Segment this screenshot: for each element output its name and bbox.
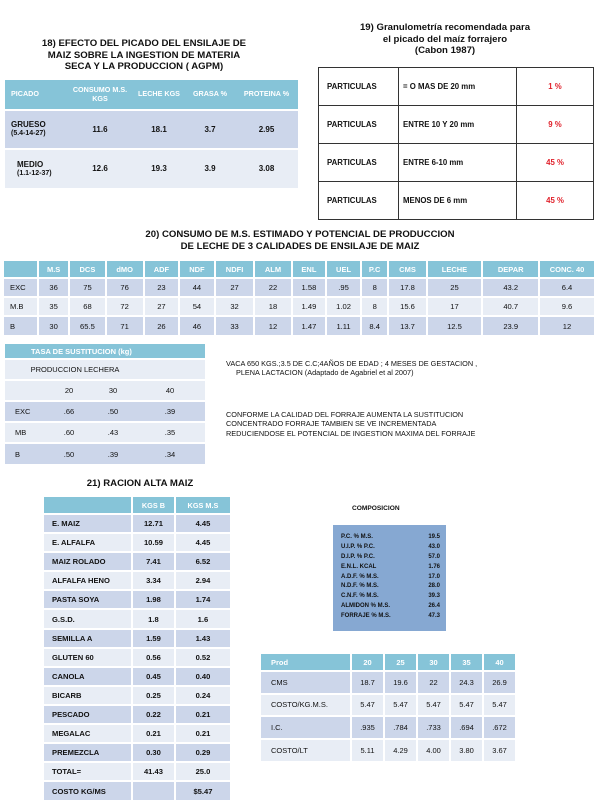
cell: 17 (427, 297, 483, 316)
col-header: ENL (292, 261, 327, 278)
cell: 8 (361, 278, 389, 297)
sec19-title-line1: 19) Granulometría recomendada para (359, 22, 531, 33)
table-row (4, 278, 595, 297)
cell: 0.21 (132, 724, 175, 743)
cell: .935 (351, 716, 384, 739)
vaca-note (226, 359, 596, 378)
table-row (261, 739, 516, 762)
row-label: CANOLA (44, 667, 132, 686)
col-header: 25 (384, 654, 417, 671)
cell: 5.11 (351, 739, 384, 762)
row-label: TOTAL= (44, 762, 132, 781)
cell: 26.9 (483, 671, 516, 694)
cell: .50 (47, 443, 91, 464)
vaca-note-line1: VACA 650 KGS.;3.5 DE C.C;4AÑOS DE EDAD ; 4 MESES DE GESTACION , (226, 359, 478, 368)
col-header: KGS M.S (175, 497, 231, 514)
cell: 72 (106, 297, 144, 316)
cell: 32 (215, 297, 255, 316)
conforme-note-line1: CONFORME LA CALIDAD DEL FORRAJE AUMENTA LA SUSTITUCION (226, 410, 464, 419)
table-row (5, 443, 205, 464)
cell: 0.24 (175, 686, 231, 705)
cell: 0.21 (175, 724, 231, 743)
cell: 1.11 (326, 316, 361, 335)
cell: 6.52 (175, 552, 231, 571)
cell: ENTRE 6-10 mm (399, 144, 517, 182)
conforme-note-line3: REDUCIENDOSE EL POTENCIAL DE INGESTION MAXIMA DEL FORRAJE (226, 428, 476, 438)
cell: 5.47 (450, 694, 483, 717)
cell: 1.59 (132, 629, 175, 648)
row-label: BICARB (44, 686, 132, 705)
table-row (4, 316, 595, 335)
cell: 1.02 (326, 297, 361, 316)
cell: .39 (135, 401, 205, 422)
cell: 36 (38, 278, 69, 297)
cell: 12.71 (132, 514, 175, 533)
comp-value: 19.5 (428, 534, 440, 540)
comp-row (341, 582, 440, 592)
cell: PARTICULAS (319, 106, 399, 144)
cell: 40.7 (482, 297, 539, 316)
cell: 76 (106, 278, 144, 297)
table-row (44, 609, 231, 628)
cell: PARTICULAS (319, 182, 399, 220)
vaca-note-line2: PLENA LACTACION (Adaptado de Agabriel et al 2007) (236, 368, 414, 378)
table-row (319, 68, 594, 106)
cell: 17.8 (388, 278, 426, 297)
table-row (44, 629, 231, 648)
cell: 22 (254, 278, 291, 297)
table-row (44, 514, 231, 533)
cell: 33 (215, 316, 255, 335)
row-label: E. MAIZ (44, 514, 132, 533)
cell: 44 (179, 278, 215, 297)
table-header-row (4, 261, 595, 278)
col-header: LECHE KGS (133, 80, 185, 110)
cell: 23 (144, 278, 180, 297)
cell: 12 (254, 316, 291, 335)
row-label-sub: (1.1-12-37) (17, 169, 52, 177)
cell: 4.45 (175, 514, 231, 533)
comp-label: A.D.F. % M.S. (341, 573, 379, 580)
cell (5, 380, 47, 401)
cell: 0.56 (132, 648, 175, 667)
table-row (319, 106, 594, 144)
cell: 0.40 (175, 667, 231, 686)
cell: 18 (254, 297, 291, 316)
cell: 1.98 (132, 590, 175, 609)
table-row (319, 182, 594, 220)
cell: 41.43 (132, 762, 175, 781)
comp-row (341, 573, 440, 583)
col-header (4, 261, 38, 278)
col-header: 40 (483, 654, 516, 671)
cell: 27 (144, 297, 180, 316)
row-label: CMS (261, 671, 351, 694)
cell: 1.6 (175, 609, 231, 628)
cell: 2.94 (175, 571, 231, 590)
cell: .95 (326, 278, 361, 297)
comp-row (341, 553, 440, 563)
table-row (44, 571, 231, 590)
table-row (319, 144, 594, 182)
comp-value: 28.0 (428, 583, 440, 590)
row-label: MB (5, 422, 47, 443)
cell: 30 (91, 380, 135, 401)
cell: 0.25 (132, 686, 175, 705)
row-label: EXC (5, 401, 47, 422)
cell: 45 % (517, 144, 594, 182)
composicion-box (333, 525, 446, 631)
cell: 65.5 (69, 316, 105, 335)
comp-row (341, 543, 440, 553)
cell: ENTRE 10 Y 20 mm (399, 106, 517, 144)
cell: .35 (135, 422, 205, 443)
cell: 75 (69, 278, 105, 297)
comp-value: 17.0 (428, 573, 440, 580)
sec19-title-line3: (Cabon 1987) (414, 45, 476, 57)
sec18-title-line3: SECA Y LA PRODUCCION ( AGPM) (64, 61, 224, 73)
cell: 0.52 (175, 648, 231, 667)
comp-value: 43.0 (428, 543, 440, 550)
cell: 24.3 (450, 671, 483, 694)
comp-label: N.D.F. % M.S. (341, 583, 379, 590)
table-row (5, 359, 205, 380)
cell: 5.47 (483, 694, 516, 717)
cell: 19.3 (133, 149, 185, 188)
cell: 1 % (517, 68, 594, 106)
cell: .60 (47, 422, 91, 443)
row-label: I.C. (261, 716, 351, 739)
cell: PARTICULAS (319, 144, 399, 182)
cell: .50 (91, 401, 135, 422)
row-label: GLUTEN 60 (44, 648, 132, 667)
row-label-text: GRUESO (11, 120, 46, 130)
racion-table (44, 497, 232, 800)
col-header: ALM (254, 261, 291, 278)
col-header: CONC. 40 (539, 261, 595, 278)
cell: 0.21 (175, 705, 231, 724)
row-label: MEGALAC (44, 724, 132, 743)
col-header: dMO (106, 261, 144, 278)
cell: 1.58 (292, 278, 327, 297)
comp-value: 39.3 (428, 593, 440, 600)
consumo-table (4, 261, 596, 335)
comp-label: FORRAJE % M.S. (341, 613, 391, 620)
sustitucion-title: TASA DE SUSTITUCION (kg) (5, 344, 205, 359)
row-label-text: MEDIO (17, 159, 44, 169)
comp-row (341, 533, 440, 543)
sustitucion-table (5, 344, 205, 464)
cell: 68 (69, 297, 105, 316)
cell: 8 (361, 297, 389, 316)
cell: 1.47 (292, 316, 327, 335)
cell: 45 % (517, 182, 594, 220)
cell: .43 (91, 422, 135, 443)
cell: $5.47 (175, 781, 231, 800)
row-label: SEMILLA A (44, 629, 132, 648)
table-row (44, 648, 231, 667)
cell: 0.29 (175, 743, 231, 762)
cell: 13.7 (388, 316, 426, 335)
cell: 54 (179, 297, 215, 316)
row-label: PESCADO (44, 705, 132, 724)
col-header: 30 (417, 654, 450, 671)
comp-row (341, 563, 440, 573)
sec18-title-line1: 18) EFECTO DEL PICADO DEL ENSILAJE DE (41, 38, 247, 49)
cell: 4.00 (417, 739, 450, 762)
cell: .66 (47, 401, 91, 422)
cell: 8.4 (361, 316, 389, 335)
table-row (44, 533, 231, 552)
table-row (44, 552, 231, 571)
cell: 3.80 (450, 739, 483, 762)
sec20-title-line2: DE LECHE DE 3 CALIDADES DE ENSILAJE DE MAIZ (180, 240, 420, 252)
cell: 5.47 (384, 694, 417, 717)
col-header: P.C (361, 261, 389, 278)
col-header: M.S (38, 261, 69, 278)
cell: 18.1 (133, 110, 185, 149)
comp-row (341, 602, 440, 612)
cell: 46 (179, 316, 215, 335)
row-label: PASTA SOYA (44, 590, 132, 609)
cell: .694 (450, 716, 483, 739)
composicion-title: COMPOSICION (352, 505, 400, 512)
col-header: DEPAR (482, 261, 539, 278)
table-row (261, 671, 516, 694)
comp-label: U.I.P. % P.C. (341, 543, 375, 550)
col-header: 35 (450, 654, 483, 671)
table-row (261, 716, 516, 739)
col-header: LECHE (427, 261, 483, 278)
sec18-title-line2: MAIZ SOBRE LA INGESTION DE MATERIA (47, 49, 241, 61)
cell: 30 (38, 316, 69, 335)
row-label-sub: (5.4-14-27) (11, 130, 46, 138)
table-row (4, 297, 595, 316)
cell: MENOS DE 6 mm (399, 182, 517, 220)
comp-label: ALMIDON % M.S. (341, 603, 390, 610)
table-row (44, 667, 231, 686)
col-header: PICADO (5, 80, 67, 110)
conforme-note (226, 410, 596, 438)
cell: 10.59 (132, 533, 175, 552)
comp-label: C.N.F. % M.S. (341, 593, 379, 600)
table-row (44, 743, 231, 762)
cell: 1.74 (175, 590, 231, 609)
col-header: PROTEINA % (235, 80, 298, 110)
table-header-row (5, 344, 205, 359)
cell: 1.43 (175, 629, 231, 648)
cell: 27 (215, 278, 255, 297)
cell: 40 (135, 380, 205, 401)
row-label: COSTO KG/MS (44, 781, 132, 800)
table-row (44, 686, 231, 705)
col-header (44, 497, 132, 514)
comp-row (341, 592, 440, 602)
cell: = O MAS DE 20 mm (399, 68, 517, 106)
table-row (5, 422, 205, 443)
picado-table (5, 80, 298, 188)
table-row (44, 705, 231, 724)
comp-label: P.C. % M.S. (341, 534, 373, 540)
cell: 22 (417, 671, 450, 694)
cell (135, 359, 205, 380)
comp-row (341, 612, 440, 622)
cell: 12 (539, 316, 595, 335)
comp-label: E.N.L. KCAL (341, 563, 377, 570)
cell: 5.47 (417, 694, 450, 717)
table-row (44, 724, 231, 743)
cell: 3.7 (185, 110, 235, 149)
comp-value: 26.4 (428, 603, 440, 610)
comp-value: 57.0 (428, 553, 440, 560)
col-header: CMS (388, 261, 426, 278)
cell: 5.47 (351, 694, 384, 717)
cell: 3.34 (132, 571, 175, 590)
table-row (44, 781, 231, 800)
prod-table (261, 654, 517, 761)
cell: 15.6 (388, 297, 426, 316)
cell: 4.29 (384, 739, 417, 762)
cell: 1.8 (132, 609, 175, 628)
row-label: M.B (4, 297, 38, 316)
row-label: MAIZ ROLADO (44, 552, 132, 571)
col-header: CONSUMO M.S. KGS (67, 80, 133, 110)
cell: 1.49 (292, 297, 327, 316)
cell (132, 781, 175, 800)
cell: .733 (417, 716, 450, 739)
col-header: Prod (261, 654, 351, 671)
comp-value: 1.76 (428, 563, 440, 570)
sec21-title: 21) RACION ALTA MAIZ (86, 478, 194, 489)
row-label: COSTO/LT (261, 739, 351, 762)
cell: 0.22 (132, 705, 175, 724)
sec20-title (40, 229, 560, 252)
cell: 7.41 (132, 552, 175, 571)
col-header: KGS B (132, 497, 175, 514)
cell: .39 (91, 443, 135, 464)
table-row (5, 380, 205, 401)
row-label: E. ALFALFA (44, 533, 132, 552)
table-header-row (5, 80, 298, 110)
col-header: 20 (351, 654, 384, 671)
row-label: ALFALFA HENO (44, 571, 132, 590)
row-label: EXC (4, 278, 38, 297)
cell: 9 % (517, 106, 594, 144)
table-row (44, 590, 231, 609)
cell: .34 (135, 443, 205, 464)
cell: 20 (47, 380, 91, 401)
cell: 2.95 (235, 110, 298, 149)
row-label (5, 149, 67, 188)
cell: 9.6 (539, 297, 595, 316)
table-row (44, 762, 231, 781)
cell: 26 (144, 316, 180, 335)
row-label: PREMEZCLA (44, 743, 132, 762)
row-label: B (4, 316, 38, 335)
cell: 0.30 (132, 743, 175, 762)
sustitucion-subheader: PRODUCCION LECHERA (5, 359, 135, 380)
row-label: COSTO/KG.M.S. (261, 694, 351, 717)
cell: 35 (38, 297, 69, 316)
cell: .784 (384, 716, 417, 739)
table-row (261, 694, 516, 717)
cell: 3.08 (235, 149, 298, 188)
cell: 11.6 (67, 110, 133, 149)
table-row (5, 110, 298, 149)
cell: 25 (427, 278, 483, 297)
table-header-row (44, 497, 231, 514)
cell: 4.45 (175, 533, 231, 552)
table-row (5, 401, 205, 422)
col-header: UEL (326, 261, 361, 278)
cell: 0.45 (132, 667, 175, 686)
col-header: GRASA % (185, 80, 235, 110)
comp-label: D.I.P. % P.C. (341, 553, 375, 560)
cell: 43.2 (482, 278, 539, 297)
cell: 12.5 (427, 316, 483, 335)
col-header: NDF (179, 261, 215, 278)
cell: 23.9 (482, 316, 539, 335)
cell: PARTICULAS (319, 68, 399, 106)
col-header: DCS (69, 261, 105, 278)
col-header: NDFI (215, 261, 255, 278)
comp-value: 47.3 (428, 613, 440, 620)
cell: 19.6 (384, 671, 417, 694)
cell: 12.6 (67, 149, 133, 188)
cell: 3.67 (483, 739, 516, 762)
granulometria-table (318, 67, 594, 220)
sec19-title-line2: el picado del maíz forrajero (382, 33, 508, 45)
cell: 71 (106, 316, 144, 335)
cell: 6.4 (539, 278, 595, 297)
table-header-row (261, 654, 516, 671)
conforme-note-line2: CONCENTRADO FORRAJE TAMBIEN SE VE INCREMENTADA (226, 419, 437, 429)
table-row (5, 149, 298, 188)
sec20-title-line1: 20) CONSUMO DE M.S. ESTIMADO Y POTENCIAL DE PRODUCCION (145, 229, 455, 240)
sec19-title (320, 22, 570, 57)
cell: 25.0 (175, 762, 231, 781)
row-label (5, 110, 67, 149)
cell: .672 (483, 716, 516, 739)
col-header: ADF (144, 261, 180, 278)
cell: 18.7 (351, 671, 384, 694)
cell: 3.9 (185, 149, 235, 188)
row-label: G.S.D. (44, 609, 132, 628)
sec18-title (10, 38, 278, 73)
row-label: B (5, 443, 47, 464)
